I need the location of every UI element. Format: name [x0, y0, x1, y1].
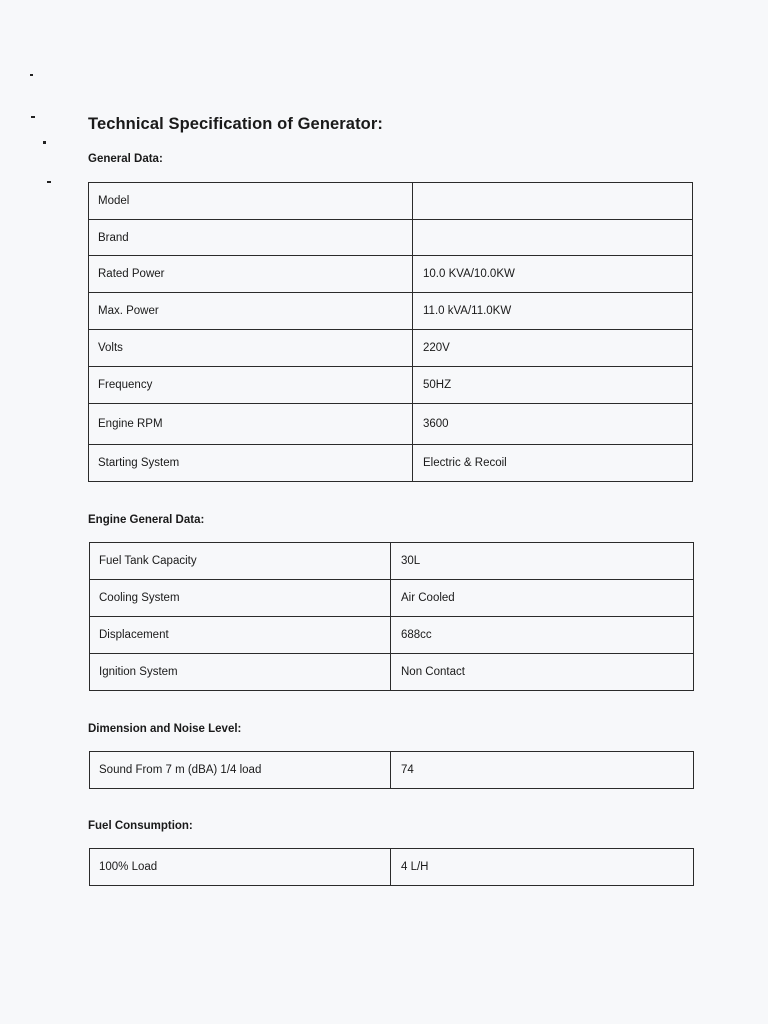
- table-row: [89, 404, 693, 445]
- table-row: [89, 256, 693, 293]
- spec-value: 10.0 KVA/10.0KW: [413, 256, 693, 293]
- general-data-table: [88, 182, 693, 482]
- spec-label: 100% Load: [90, 849, 391, 886]
- scan-speck: [31, 116, 35, 118]
- noise-data-table: [89, 751, 694, 789]
- noise-data-heading: Dimension and Noise Level:: [88, 723, 242, 735]
- document-title: Technical Specification of Generator:: [88, 115, 383, 133]
- scan-speck: [43, 141, 46, 144]
- table-row: [89, 220, 693, 256]
- spec-label: Cooling System: [90, 580, 391, 617]
- spec-label: Starting System: [89, 445, 413, 482]
- spec-label: Volts: [89, 330, 413, 367]
- engine-data-heading: Engine General Data:: [88, 514, 205, 526]
- spec-label: Max. Power: [89, 293, 413, 330]
- table-row: [90, 617, 694, 654]
- general-data-heading: General Data:: [88, 153, 163, 165]
- table-row: [90, 543, 694, 580]
- table-row: [90, 849, 694, 886]
- engine-data-table: [89, 542, 694, 691]
- spec-value: 50HZ: [413, 367, 693, 404]
- spec-value: Non Contact: [391, 654, 694, 691]
- spec-label: Fuel Tank Capacity: [90, 543, 391, 580]
- spec-value: [413, 183, 693, 220]
- table-row: [90, 752, 694, 789]
- spec-label: Model: [89, 183, 413, 220]
- spec-value: Air Cooled: [391, 580, 694, 617]
- spec-value: 3600: [413, 404, 693, 445]
- spec-value: 74: [391, 752, 694, 789]
- table-row: [89, 293, 693, 330]
- spec-value: 11.0 kVA/11.0KW: [413, 293, 693, 330]
- spec-label: Ignition System: [90, 654, 391, 691]
- spec-value: [413, 220, 693, 256]
- table-row: [89, 330, 693, 367]
- spec-value: 688cc: [391, 617, 694, 654]
- table-row: [90, 580, 694, 617]
- fuel-data-heading: Fuel Consumption:: [88, 820, 193, 832]
- table-row: [89, 367, 693, 404]
- table-row: [89, 183, 693, 220]
- spec-value: 220V: [413, 330, 693, 367]
- spec-label: Frequency: [89, 367, 413, 404]
- spec-value: 30L: [391, 543, 694, 580]
- spec-label: Displacement: [90, 617, 391, 654]
- spec-label: Sound From 7 m (dBA) 1/4 load: [90, 752, 391, 789]
- table-row: [89, 445, 693, 482]
- table-row: [90, 654, 694, 691]
- spec-label: Brand: [89, 220, 413, 256]
- fuel-data-table: [89, 848, 694, 886]
- spec-value: 4 L/H: [391, 849, 694, 886]
- scan-speck: [47, 181, 51, 183]
- spec-label: Engine RPM: [89, 404, 413, 445]
- spec-value: Electric & Recoil: [413, 445, 693, 482]
- spec-label: Rated Power: [89, 256, 413, 293]
- scan-speck: [30, 74, 33, 76]
